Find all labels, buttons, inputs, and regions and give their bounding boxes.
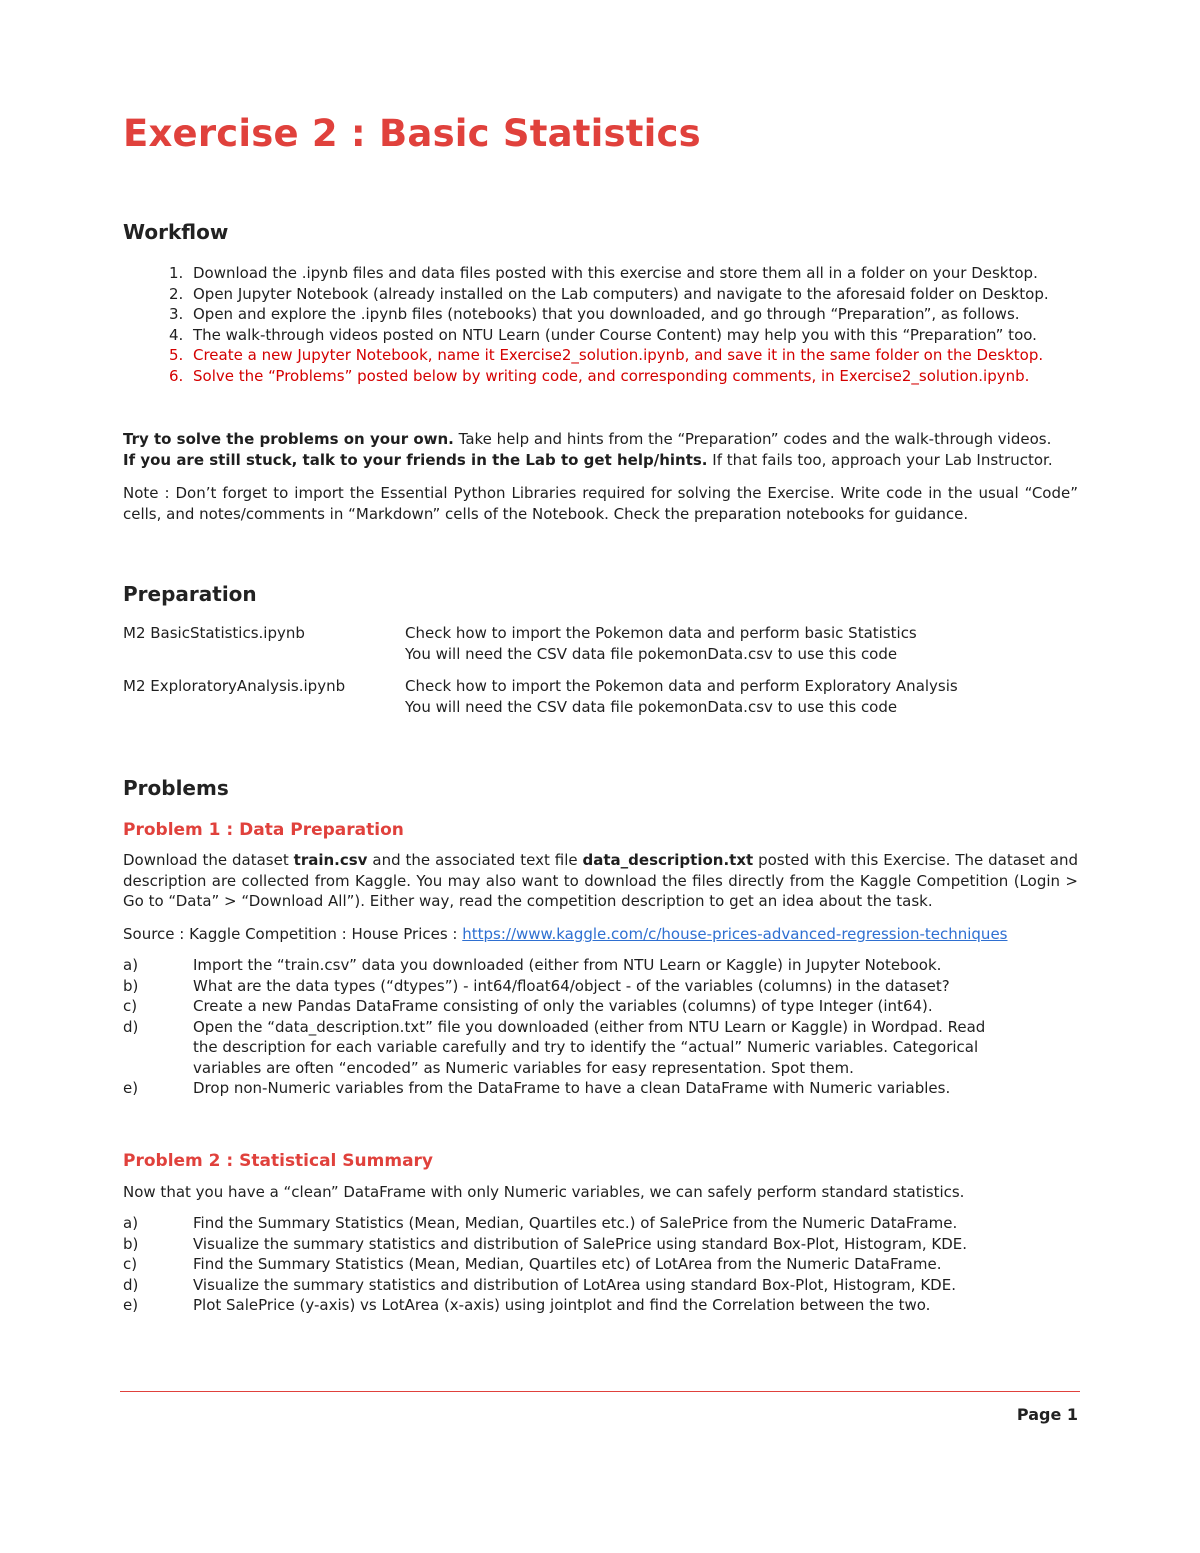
preparation-item: M2 ExploratoryAnalysis.ipynb Check how to import the Pokemon data and perform Exploratory Analysis You will need the CSV data file pokemonData.csv to use this code [123, 677, 958, 716]
prep-file-name: M2 BasicStatistics.ipynb [123, 624, 305, 642]
workflow-step: 3. Open and explore the .ipynb files (notebooks) that you downloaded, and go through “Preparation”, as follows. [169, 305, 1020, 323]
note-paragraph: Note : Don’t forget to import the Essential Python Libraries required for solving the Exercise. Write code in the usual “Code” cells, and notes/comments in “Markdown” cells of the Notebook. Check the preparation notebooks for guidance. [123, 484, 1078, 523]
workflow-step: 6. Solve the “Problems” posted below by writing code, and corresponding comments, in Exercise2_solution.ipynb. [169, 366, 1030, 385]
tips-paragraph: Try to solve the problems on your own. Take help and hints from the “Preparation” codes and the walk-through videos. If you are still stuck, talk to your friends in the Lab to get help/hints. If that fails too, approach your Lab Instructor. [123, 430, 1053, 469]
workflow-step: 1. Download the .ipynb files and data files posted with this exercise and store them all in a folder on your Desktop. [169, 264, 1038, 282]
problem1-source: Source : Kaggle Competition : House Prices : https://www.kaggle.com/c/house-prices-advanced-regression-techniques [123, 925, 1008, 943]
workflow-step: 2. Open Jupyter Notebook (already installed on the Lab computers) and navigate to the aforesaid folder on Desktop. [169, 284, 1049, 303]
problem-item: c) Find the Summary Statistics (Mean, Median, Quartiles etc) of LotArea from the Numeric DataFrame. [123, 1255, 942, 1273]
problem2-heading: Problem 2 : Statistical Summary [123, 1151, 434, 1171]
problem-item: a) Find the Summary Statistics (Mean, Median, Quartiles etc.) of SalePrice from the Numeric DataFrame. [123, 1214, 958, 1232]
problem1-items [123, 955, 1078, 1099]
workflow-steps [123, 263, 1078, 386]
workflow-step: 4. The walk-through videos posted on NTU Learn (under Course Content) may help you with this “Preparation” too. [169, 325, 1037, 344]
preparation-item: M2 BasicStatistics.ipynb Check how to import the Pokemon data and perform basic Statistics You will need the CSV data file pokemonData.csv to use this code [123, 624, 917, 663]
problem-item: d) Visualize the summary statistics and distribution of LotArea using standard Box-Plot, Histogram, KDE. [123, 1275, 956, 1294]
workflow-heading: Workflow [123, 220, 229, 244]
problem2-items [123, 1213, 1078, 1316]
problem-item: c) Create a new Pandas DataFrame consisting of only the variables (columns) of type Integer (int64). [123, 997, 933, 1015]
problem2-intro: Now that you have a “clean” DataFrame with only Numeric variables, we can safely perform standard statistics. [123, 1183, 965, 1201]
problem-item: b) What are the data types (“dtypes”) - int64/float64/object - of the variables (columns) in the dataset? [123, 976, 950, 995]
problem-item: b) Visualize the summary statistics and distribution of SalePrice using standard Box-Plot, Histogram, KDE. [123, 1234, 967, 1253]
workflow-step: 5. Create a new Jupyter Notebook, name it Exercise2_solution.ipynb, and save it in the same folder on the Desktop. [169, 346, 1044, 364]
problem-item: d) Open the “data_description.txt” file you downloaded (either from NTU Learn or Kaggle) in Wordpad. Read the description for each variable carefully and try to identify the “actual” Numeric variables. Categorical variables are often “encoded” as Numeric variables for easy representation. Spot them. [123, 1017, 986, 1077]
footer-divider [120, 1391, 1080, 1392]
problem-item: e) Drop non-Numeric variables from the DataFrame to have a clean DataFrame with Numeric variables. [123, 1079, 951, 1097]
problems-heading: Problems [123, 776, 229, 800]
problem1-heading: Problem 1 : Data Preparation [123, 820, 404, 840]
problem-item: e) Plot SalePrice (y-axis) vs LotArea (x-axis) using jointplot and find the Correlation between the two. [123, 1296, 931, 1314]
prep-file-name: M2 ExploratoryAnalysis.ipynb [123, 677, 346, 695]
page-title: Exercise 2 : Basic Statistics [123, 112, 701, 155]
problem-item: a) Import the “train.csv” data you downloaded (either from NTU Learn or Kaggle) in Jupyter Notebook. [123, 956, 942, 974]
page-number: Page 1 [1016, 1405, 1078, 1424]
kaggle-link[interactable]: https://www.kaggle.com/c/house-prices-advanced-regression-techniques [462, 925, 1008, 943]
preparation-heading: Preparation [123, 582, 257, 606]
problem1-intro: Download the dataset train.csv and the associated text file data_description.txt posted with this Exercise. The dataset and description are collected from Kaggle. You may also want to download the files directly from the Kaggle Competition (Login > Go to “Data” > “Download All”). Either way, read the competition description to get an idea about the task. [123, 851, 1078, 910]
